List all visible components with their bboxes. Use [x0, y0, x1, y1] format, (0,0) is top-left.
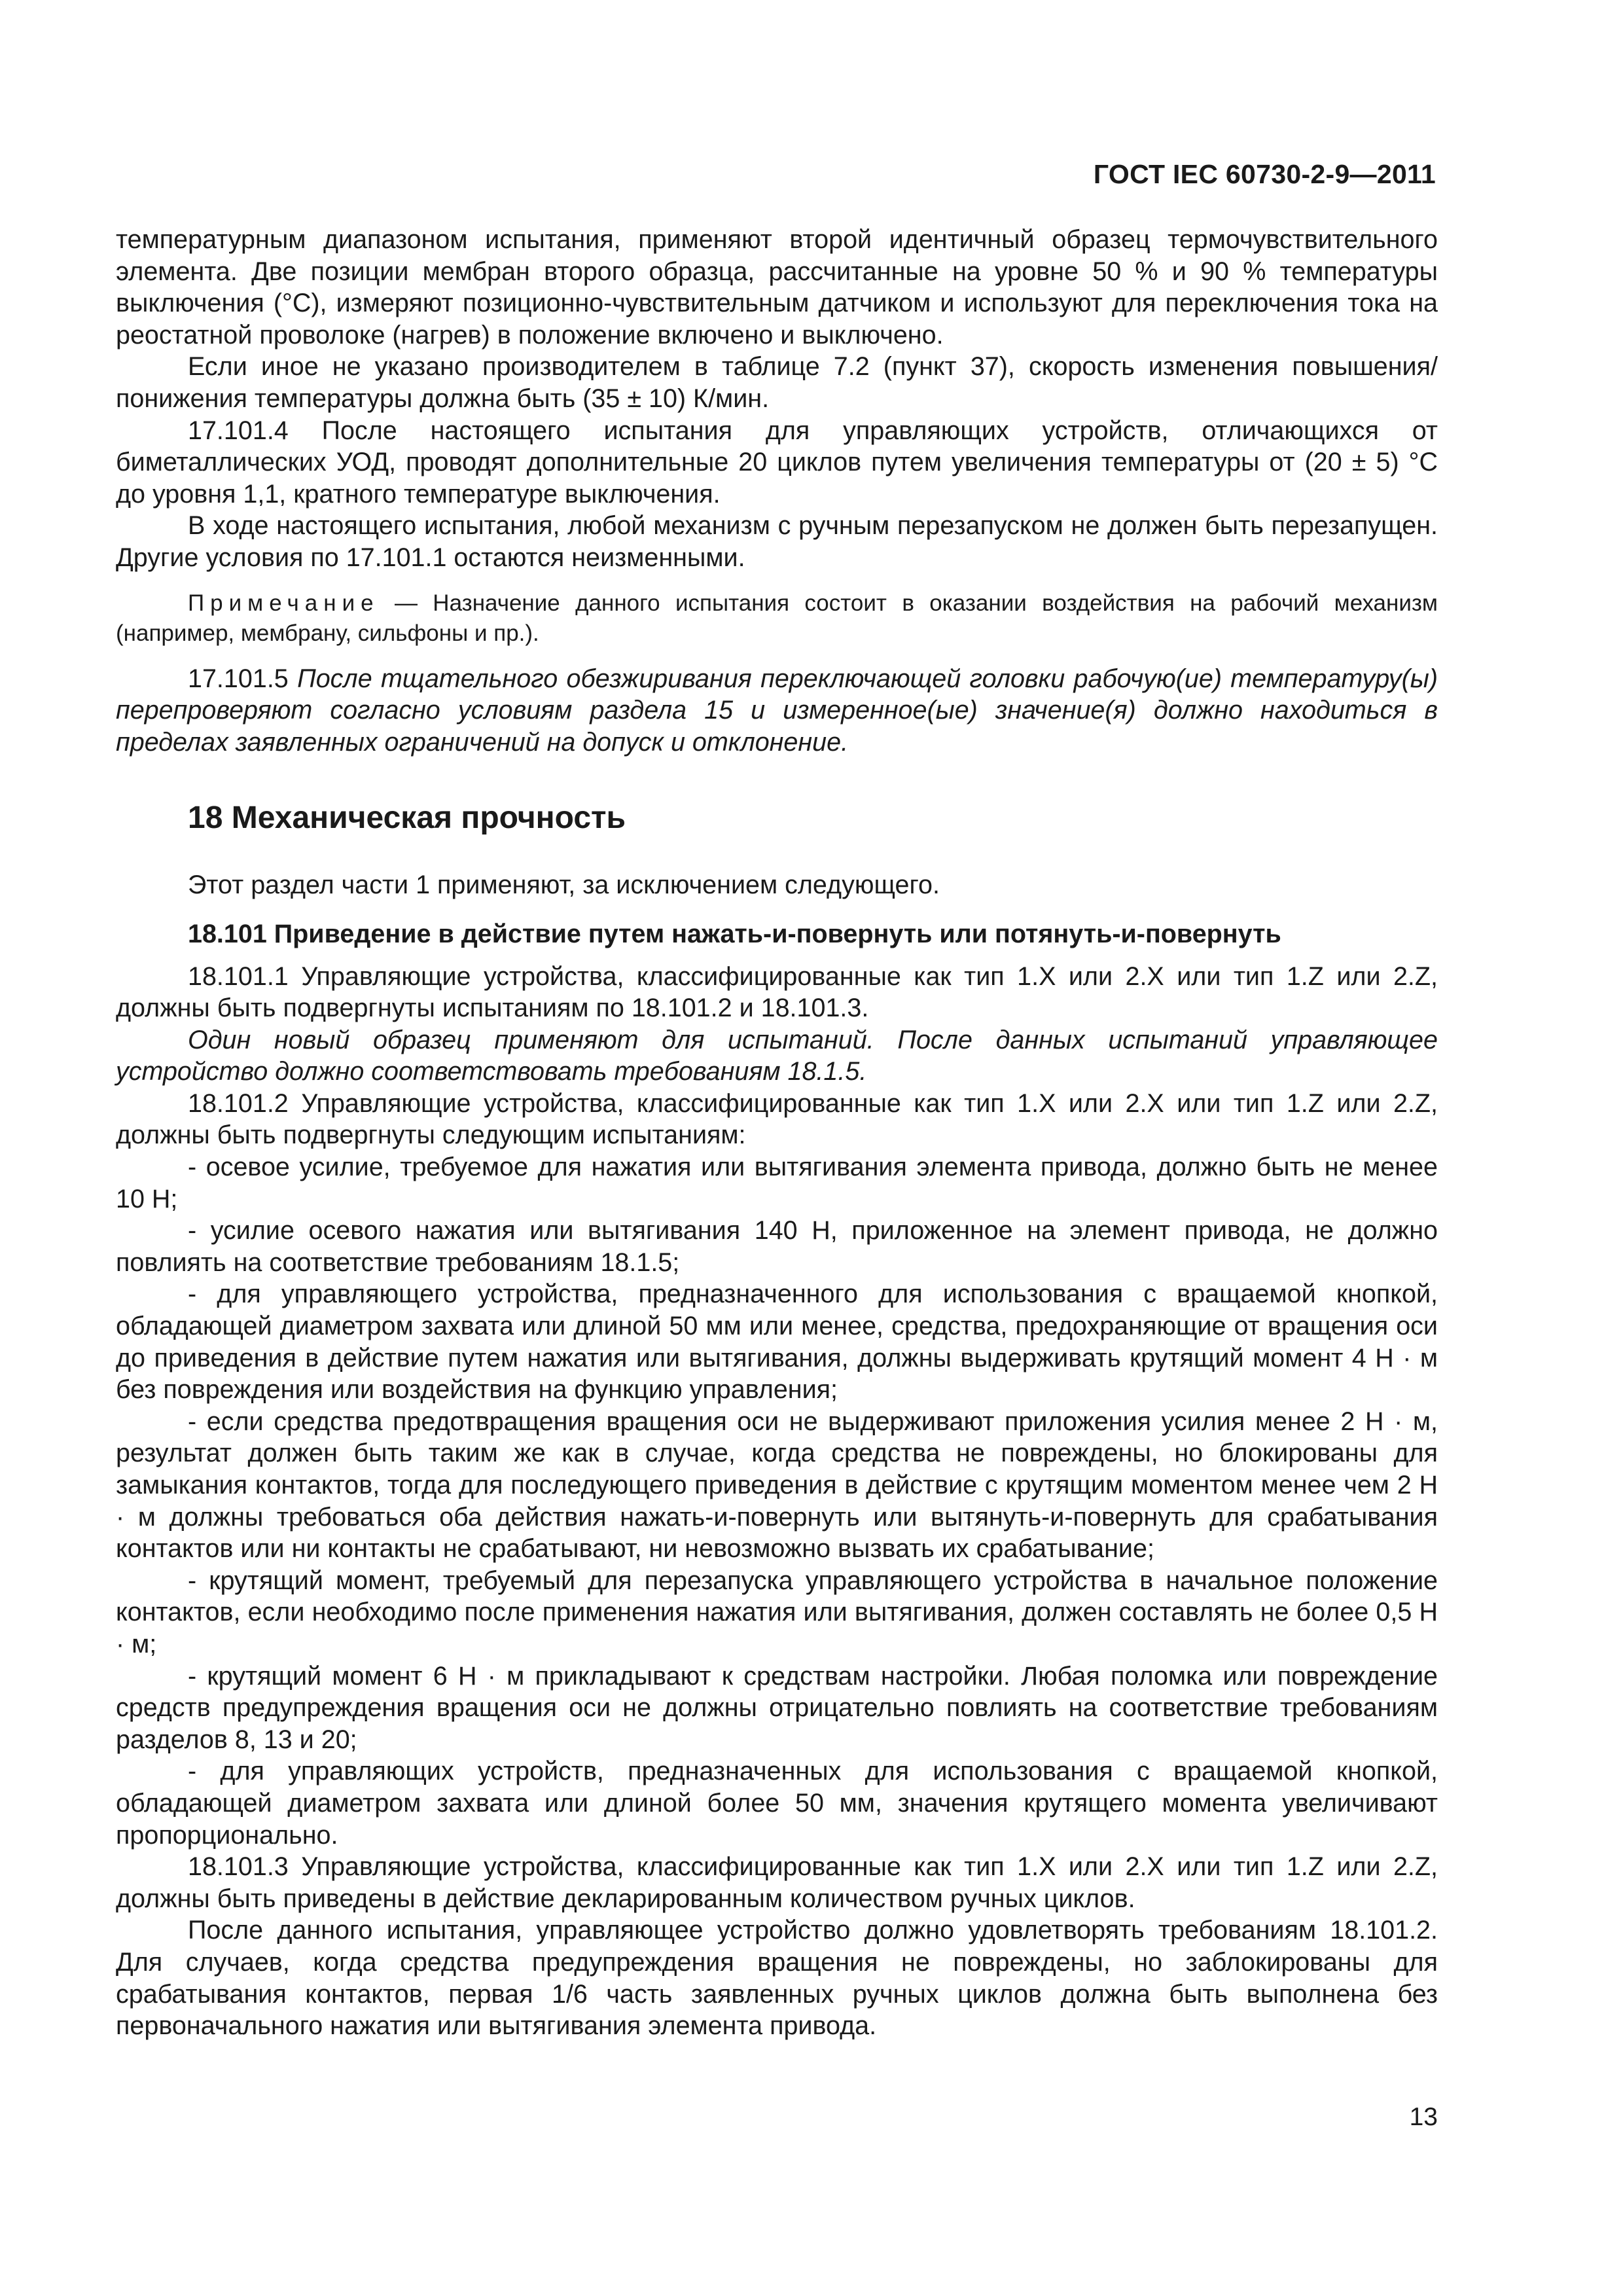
- list-item: - крутящий момент, требуемый для перезапуска управляющего устройства в начальное положение контактов, если необходимо после применения нажатия или вытягивания, должен составлять не более 0,5 Н · м;: [116, 1566, 1438, 1659]
- document-body: [116, 224, 1438, 2042]
- note: [116, 588, 1438, 649]
- subsection-heading: 18.101 Приведение в действие путем нажать-и-повернуть или потянуть-и-повернуть: [188, 919, 1281, 948]
- paragraph-17-101-4: 17.101.4 После настоящего испытания для управляющих устройств, отличающихся от биметаллических УОД, проводят дополнительные 20 циклов путем увеличения температуры от (20 ± 5) °С до уровня 1,1, кратного температуре выключения.: [116, 416, 1438, 509]
- note-label: Примечание: [188, 590, 380, 616]
- section-intro: Этот раздел части 1 применяют, за исключением следующего.: [188, 870, 940, 900]
- list-item: - для управляющих устройств, предназначенных для использования с вращаемой кнопкой, обладающей диаметром захвата или длиной более 50 мм, значения крутящего момента увеличивают пропорционально.: [116, 1757, 1438, 1850]
- paragraph: температурным диапазоном испытания, применяют второй идентичный образец термочувствительного элемента. Две позиции мембран второго образца, рассчитанные на уровне 50 % и 90 % температуры выключения (°С), измеряют позиционно-чувствительным датчиком и используют для переключения тока на реостатной проволоке (нагрев) в положение включено и выключено.: [116, 225, 1438, 350]
- paragraph-18-101-2: 18.101.2 Управляющие устройства, классифицированные как тип 1.X или 2.X или тип 1.Z или 2.Z, должны быть подвергнуты следующим испытаниям:: [116, 1088, 1438, 1150]
- document-header: ГОСТ IEC 60730-2-9—2011: [1093, 159, 1436, 189]
- list-item: - для управляющего устройства, предназначенного для использования с вращаемой кнопкой, обладающей диаметром захвата или длиной 50 мм или менее, средства, предохраняющие от вращения оси до приведения в действие путем нажатия или вытягивания, должны выдерживать крутящий момент 4 Н · м без повреждения или воздействия на функцию управления;: [116, 1280, 1438, 1405]
- page-number: 13: [1409, 2103, 1438, 2131]
- paragraph: Если иное не указано производителем в таблице 7.2 (пункт 37), скорость изменения повышения/понижения температуры должна быть (35 ± 10) К/мин.: [116, 352, 1438, 413]
- list-item: - если средства предотвращения вращения оси не выдерживают приложения усилия менее 2 Н · м, результат должен быть таким же как в случае, когда средства не повреждены, но блокированы для замыкания контактов, тогда для последующего приведения в действие с крутящим моментом менее чем 2 Н · м должны требоваться оба действия нажать-и-повернуть или вытянуть-и-повернуть для срабатывания контактов или ни контакты не срабатывают, ни невозможно вызвать их срабатывание;: [116, 1407, 1438, 1564]
- note-text: — Назначение данного испытания состоит в оказании воздействия на рабочий механизм (например, мембрану, сильфоны и пр.).: [116, 590, 1438, 646]
- clause-text-italic: После тщательного обезжиривания переключающей головки рабочую(ие) температуру(ы) перепроверяют согласно условиям раздела 15 и измеренное(ые) значение(я) должно находиться в пределах заявленных ограничений на допуск и отклонение.: [116, 664, 1438, 757]
- clause-number: 17.101.5: [188, 664, 298, 693]
- list-item: - усилие осевого нажатия или вытягивания 140 Н, приложенное на элемент привода, не должно повлиять на соответствие требованиям 18.1.5;: [116, 1216, 1438, 1277]
- paragraph-italic: Один новый образец применяют для испытаний. После данных испытаний управляющее устройство должно соответствовать требованиям 18.1.5.: [116, 1025, 1438, 1086]
- paragraph-17-101-5: [116, 663, 1438, 759]
- paragraph: В ходе настоящего испытания, любой механизм с ручным перезапуском не должен быть перезапущен. Другие условия по 17.101.1 остаются неизменными.: [116, 511, 1438, 572]
- list-item: - крутящий момент 6 Н · м прикладывают к средствам настройки. Любая поломка или повреждение средств предупреждения вращения оси не должны отрицательно повлиять на соответствие требованиям разделов 8, 13 и 20;: [116, 1661, 1438, 1754]
- paragraph-18-101-1: 18.101.1 Управляющие устройства, классифицированные как тип 1.X или 2.X или тип 1.Z или 2.Z, должны быть подвергнуты испытаниям по 18.101.2 и 18.101.3.: [116, 961, 1438, 1023]
- paragraph-18-101-3: 18.101.3 Управляющие устройства, классифицированные как тип 1.X или 2.X или тип 1.Z или 2.Z, должны быть приведены в действие декларированным количеством ручных циклов.: [116, 1852, 1438, 1913]
- section-heading: 18 Механическая прочность: [188, 800, 626, 836]
- paragraph: После данного испытания, управляющее устройство должно удовлетворять требованиям 18.101.2. Для случаев, когда средства предупреждения вращения не повреждены, но заблокированы для срабатывания контактов, первая 1/6 часть заявленных ручных циклов должна быть выполнена без первоначального нажатия или вытягивания элемента привода.: [116, 1916, 1438, 2041]
- list-item: - осевое усилие, требуемое для нажатия или вытягивания элемента привода, должно быть не менее 10 Н;: [116, 1153, 1438, 1213]
